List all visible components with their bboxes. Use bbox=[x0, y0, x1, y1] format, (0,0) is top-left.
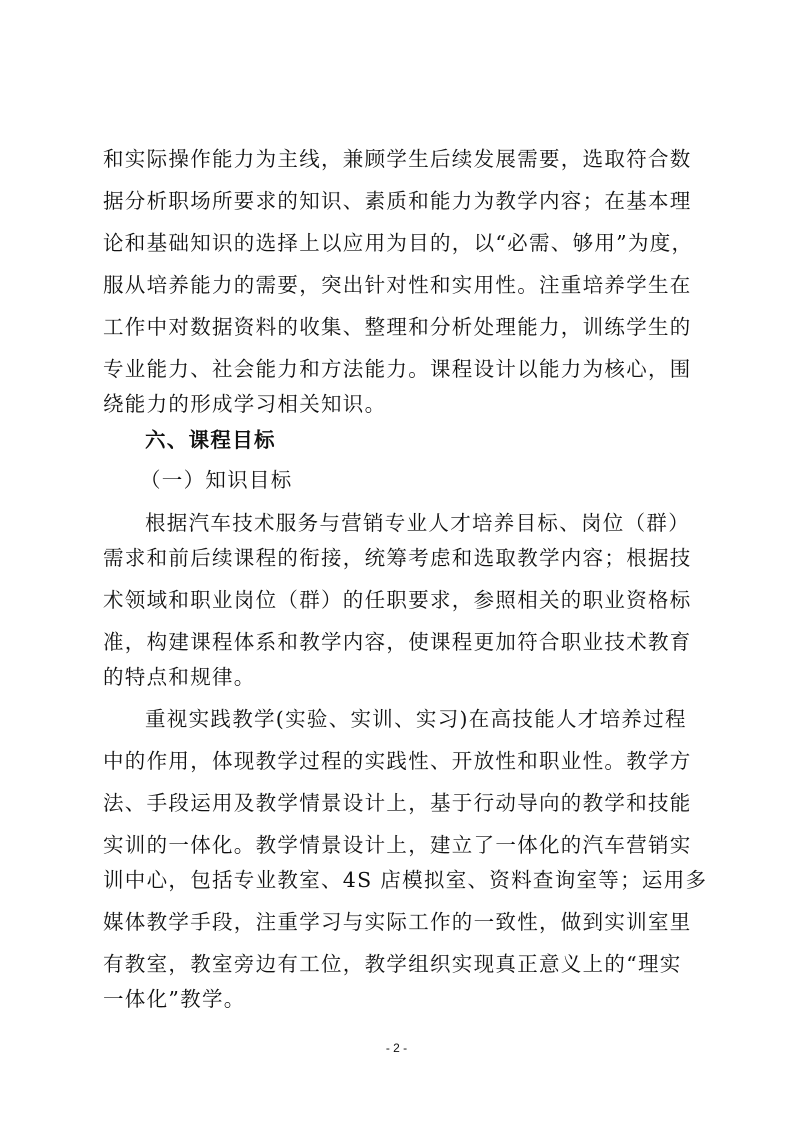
paragraph-2-line: 的特点和规律。 bbox=[103, 665, 256, 689]
paragraph-2-line: 根据汽车技术服务与营销专业人才培养目标、岗位（群） bbox=[145, 511, 690, 535]
paragraph-1-line: 和实际操作能力为主线，兼顾学生后续发展需要，选取符合数 bbox=[103, 147, 692, 171]
paragraph-1-line: 专业能力、社会能力和方法能力。课程设计以能力为核心，围 bbox=[103, 357, 692, 381]
paragraph-1-line: 论和基础知识的选择上以应用为目的，以“必需、够用”为度， bbox=[103, 231, 694, 255]
paragraph-1-line: 绕能力的形成学习相关知识。 bbox=[103, 392, 387, 416]
subsection-heading: （一）知识目标 bbox=[140, 468, 293, 492]
paragraph-1-line: 服从培养能力的需要，突出针对性和实用性。注重培养学生在 bbox=[103, 273, 692, 297]
section-heading: 六、课程目标 bbox=[145, 428, 276, 452]
paragraph-3-line: 训中心，包括专业教室、4S 店模拟室、资料查询室等；运用多 bbox=[103, 868, 708, 892]
paragraph-3-line: 实训的一体化。教学情景设计上，建立了一体化的汽车营销实 bbox=[103, 833, 692, 857]
paragraph-1-line: 据分析职场所要求的知识、素质和能力为教学内容；在基本理 bbox=[103, 189, 692, 213]
paragraph-3-line: 重视实践教学(实验、实训、实习)在高技能人才培养过程 bbox=[145, 707, 687, 731]
paragraph-3-line: 一体化”教学。 bbox=[103, 987, 246, 1011]
paragraph-2-line: 需求和前后续课程的衔接，统筹考虑和选取教学内容；根据技 bbox=[103, 546, 692, 570]
paragraph-3-line: 中的作用，体现教学过程的实践性、开放性和职业性。教学方 bbox=[103, 749, 692, 773]
paragraph-2-line: 术领域和职业岗位（群）的任职要求，参照相关的职业资格标 bbox=[103, 588, 692, 612]
paragraph-3-line: 法、手段运用及教学情景设计上，基于行动导向的教学和技能 bbox=[103, 791, 692, 815]
page-number: - 2 - bbox=[385, 1041, 408, 1055]
paragraph-3-line: 媒体教学手段，注重学习与实际工作的一致性，做到实训室里 bbox=[103, 910, 692, 934]
paragraph-2-line: 准，构建课程体系和教学内容，使课程更加符合职业技术教育 bbox=[103, 630, 692, 654]
paragraph-1-line: 工作中对数据资料的收集、整理和分析处理能力，训练学生的 bbox=[103, 315, 692, 339]
paragraph-3-line: 有教室，教室旁边有工位，教学组织实现真正意义上的“理实 bbox=[103, 952, 682, 976]
